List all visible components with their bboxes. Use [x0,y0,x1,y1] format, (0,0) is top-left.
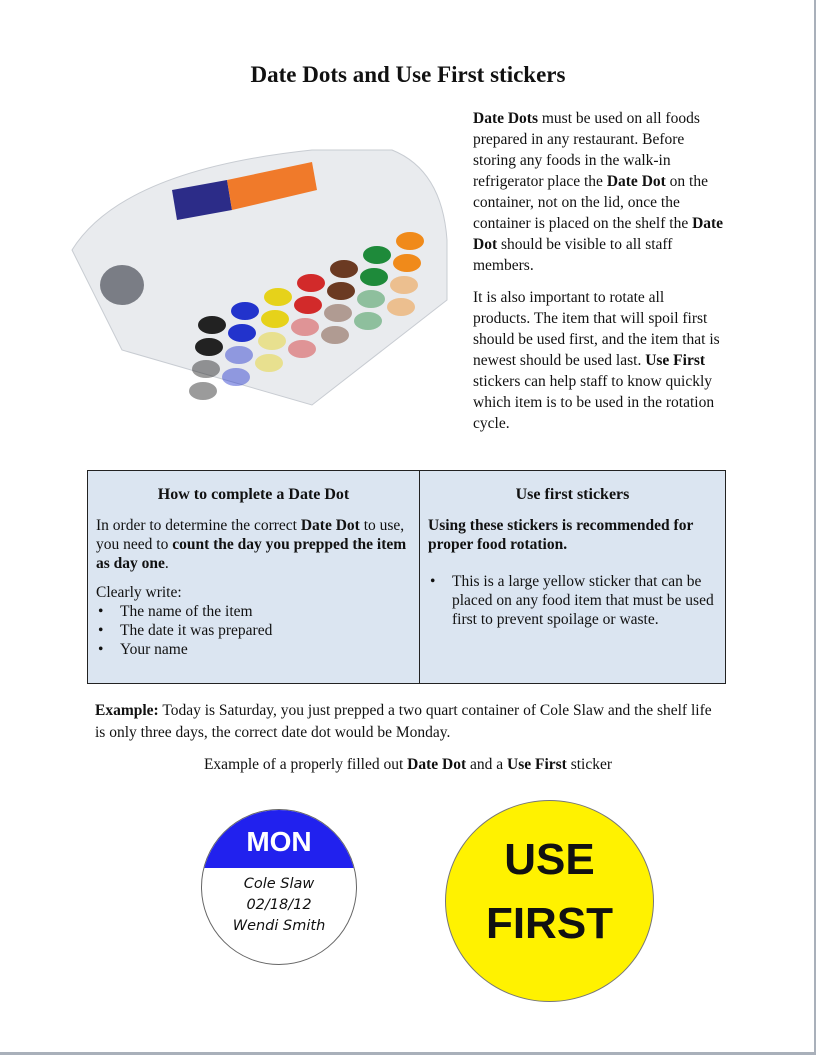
sticker-mark [198,316,226,334]
sticker-mark [189,382,217,400]
sticker-mark [327,282,355,300]
list-item: • The name of the item [120,602,411,621]
clearly-write-label: Clearly write: [96,584,182,601]
sticker-mark [225,346,253,364]
date-dot-dispenser-photo [62,130,462,415]
sticker-mark [390,276,418,294]
list-item: • Your name [120,640,411,659]
intro-text [473,108,725,445]
sticker-mark [321,326,349,344]
list-item: • The date it was prepared [120,621,411,640]
sticker-mark [228,324,256,342]
sticker-mark [363,246,391,264]
sticker-mark [195,338,223,356]
sticker-mark [291,318,319,336]
sticker-mark [360,268,388,286]
date-dot-item: Cole Slaw [243,876,315,892]
date-dot-instructions-cell [88,471,420,684]
sticker-mark [264,288,292,306]
sticker-mark [330,260,358,278]
sticker-mark [357,290,385,308]
sticker-mark [192,360,220,378]
sticker-mark [396,232,424,250]
use-first-line-1: USE [504,835,595,884]
use-first-line-2: FIRST [485,899,614,948]
sticker-mark [354,312,382,330]
sticker-mark [324,304,352,322]
date-dot-day: MON [202,810,356,868]
date-dot-name: Wendi Smith [232,918,326,934]
list-item: • This is a large yellow sticker that can be placed on any food item that must be used first to prevent spoilage or waste. [452,572,717,629]
date-dot-heading: How to complete a Date Dot [157,486,350,503]
intro-paragraph-2: It is also important to rotate all products. The item that will spoil first should be used first, and the item that is newest should be used last. Use First stickers can help staff to know quickly which item is to be used in the rotation cycle. [473,289,720,432]
sticker-mark [387,298,415,316]
date-dot-date: 02/18/12 [246,897,312,913]
sticker-mark [255,354,283,372]
sticker-mark [231,302,259,320]
page-title: Date Dots and Use First stickers [250,62,566,87]
sticker-mark [294,296,322,314]
use-first-list [428,572,717,629]
use-first-heading: Use first stickers [515,486,630,503]
example-caption: Example of a properly filled out Date Dot and a Use First sticker [203,756,613,773]
instructions-table [87,470,726,684]
sticker-mark [222,368,250,386]
date-dot-instructions: In order to determine the correct Date Dot to use, you need to count the day you prepped the item as day one. [96,517,407,572]
intro-paragraph-1: Date Dots must be used on all foods prepared in any restaurant. Before storing any foods in the walk-in refrigerator place the Date Dot on the container, not on the lid, once the container is placed on the shelf the Date Dot should be visible to all staff members. [473,110,724,274]
use-first-lead: Using these stickers is recommended for proper food rotation. [428,517,694,553]
sticker-mark [393,254,421,272]
example-text: Example: Today is Saturday, you just prepped a two quart container of Cole Slaw and the shelf life is only three days, the correct date dot would be Monday. [95,702,712,741]
use-first-sticker [445,800,654,1002]
use-first-cell [420,471,726,684]
sticker-mark [261,310,289,328]
sticker-mark [258,332,286,350]
sticker-mark [288,340,316,358]
write-list [96,602,411,659]
sticker-mark [297,274,325,292]
date-dot-sticker [201,809,357,965]
